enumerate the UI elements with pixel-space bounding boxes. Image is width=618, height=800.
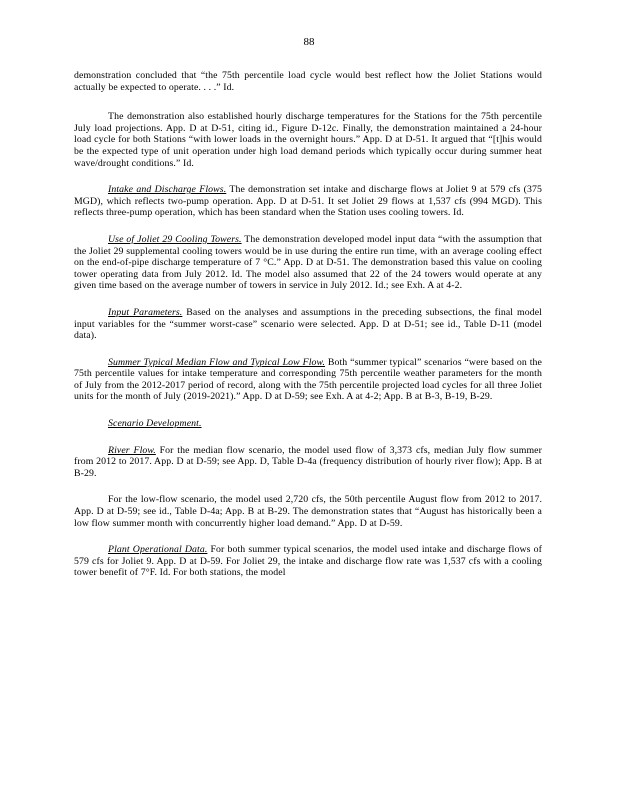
- heading-plant-operational: Plant Operational Data.: [108, 544, 208, 556]
- paragraph-plant-operational: [74, 544, 542, 579]
- paragraph-plant-operational-text: For both summer typical scenarios, the model used intake and discharge flows of 579 cfs for Joliet 9. App. D at D-59. For Joliet 29, the intake and discharge flow rate was 1,537 cfs with a cooling tower benefit of 7°F. Id. For both stations, the model: [74, 544, 542, 579]
- paragraph-cooling-towers: [74, 234, 542, 292]
- paragraph-river-flow: [74, 445, 542, 480]
- page-number: 88: [303, 36, 315, 48]
- heading-intake-discharge: Intake and Discharge Flows.: [108, 184, 227, 196]
- document-body: [74, 70, 542, 594]
- paragraph-2-text: The demonstration also established hourly discharge temperatures for the Stations for the 75th percentile July load projections. App. D at D-51, citing id., Figure D-12c. Finally, the demonstration maintained a 24-hour load cycle for both Stations “with lower loads in the overnight hours.” App. D at D-51. It argued that “[t]his would be the expected type of unit operation under high load demand periods which typically occur during summer heat wave/drought conditions.” Id.: [74, 111, 542, 169]
- paragraph-2: [74, 111, 542, 169]
- paragraph-summer-typical: [74, 357, 542, 403]
- paragraph-intake-discharge-text: The demonstration set intake and discharge flows at Joliet 9 at 579 cfs (375 MGD), which reflects two-pump operation. App. D at D-51. It set Joliet 29 flows at 1,537 cfs (994 MGD). This reflects three-pump operation, which has been standard when the Station uses cooling towers. Id.: [74, 184, 542, 219]
- paragraph-input-parameters-text: Based on the analyses and assumptions in the preceding subsections, the final model input variables for the “summer worst-case” scenario were selected. App. D at D-51; see id., Table D-11 (model data).: [74, 306, 542, 342]
- heading-summer-typical: Summer Typical Median Flow and Typical Low Flow.: [108, 356, 325, 368]
- paragraph-intake-discharge: [74, 184, 542, 219]
- paragraph-cooling-towers-text: The demonstration developed model input data “with the assumption that the Joliet 29 supplemental cooling towers would be in use during the entire run time, with an average cooling effect on the end-of-pipe discharge temperature of 7 °C.” App. D at D-51. The demonstration based this value on cooling tower operating data from July 2012. Id. The model also assumed that 22 of the 24 towers would operate at any given time based on the average number of towers in service in July 2012. Id.; see Exh. A at 4-2.: [74, 233, 542, 292]
- heading-river-flow: River Flow.: [108, 444, 156, 456]
- paragraph-low-flow: [74, 494, 542, 529]
- paragraph-1: [74, 70, 542, 93]
- paragraph-river-flow-text: For the median flow scenario, the model used flow of 3,373 cfs, median July flow summer from 2012 to 2017. App. D at D-59; see App. D, Table D-4a (frequency distribution of hourly river flow); App. B at B-29.: [74, 444, 542, 479]
- paragraph-scenario-development: [74, 418, 542, 430]
- paragraph-input-parameters: [74, 307, 542, 342]
- paragraph-summer-typical-text: Both “summer typical” scenarios “were based on the 75th percentile values for intake temperature and corresponding 75th percentile weather parameters for the month of July from the 2012-2017 period of record, along with the 75th percentile projected load cycles for all three Joliet units for the month of July (2019-2021).” App. D at D-59; see Exh. A at 4-2; App. B at B-3, B-19, B-29.: [74, 356, 542, 403]
- heading-scenario-development: Scenario Development.: [108, 418, 202, 430]
- paragraph-low-flow-text: For the low-flow scenario, the model used 2,720 cfs, the 50th percentile August flow from 2012 to 2017. App. D at D-59; see id., Table D-4a; App. B at B-29. The demonstration states that “August has historically been a low flow summer month with concurrently higher load demand.” App. D at D-59.: [74, 494, 542, 529]
- heading-cooling-towers: Use of Joliet 29 Cooling Towers.: [108, 233, 242, 245]
- paragraph-1-text: demonstration concluded that “the 75th percentile load cycle would best reflect how the Joliet Stations would actually be expected to operate. . . .” Id.: [74, 70, 542, 93]
- heading-input-parameters: Input Parameters.: [108, 306, 183, 318]
